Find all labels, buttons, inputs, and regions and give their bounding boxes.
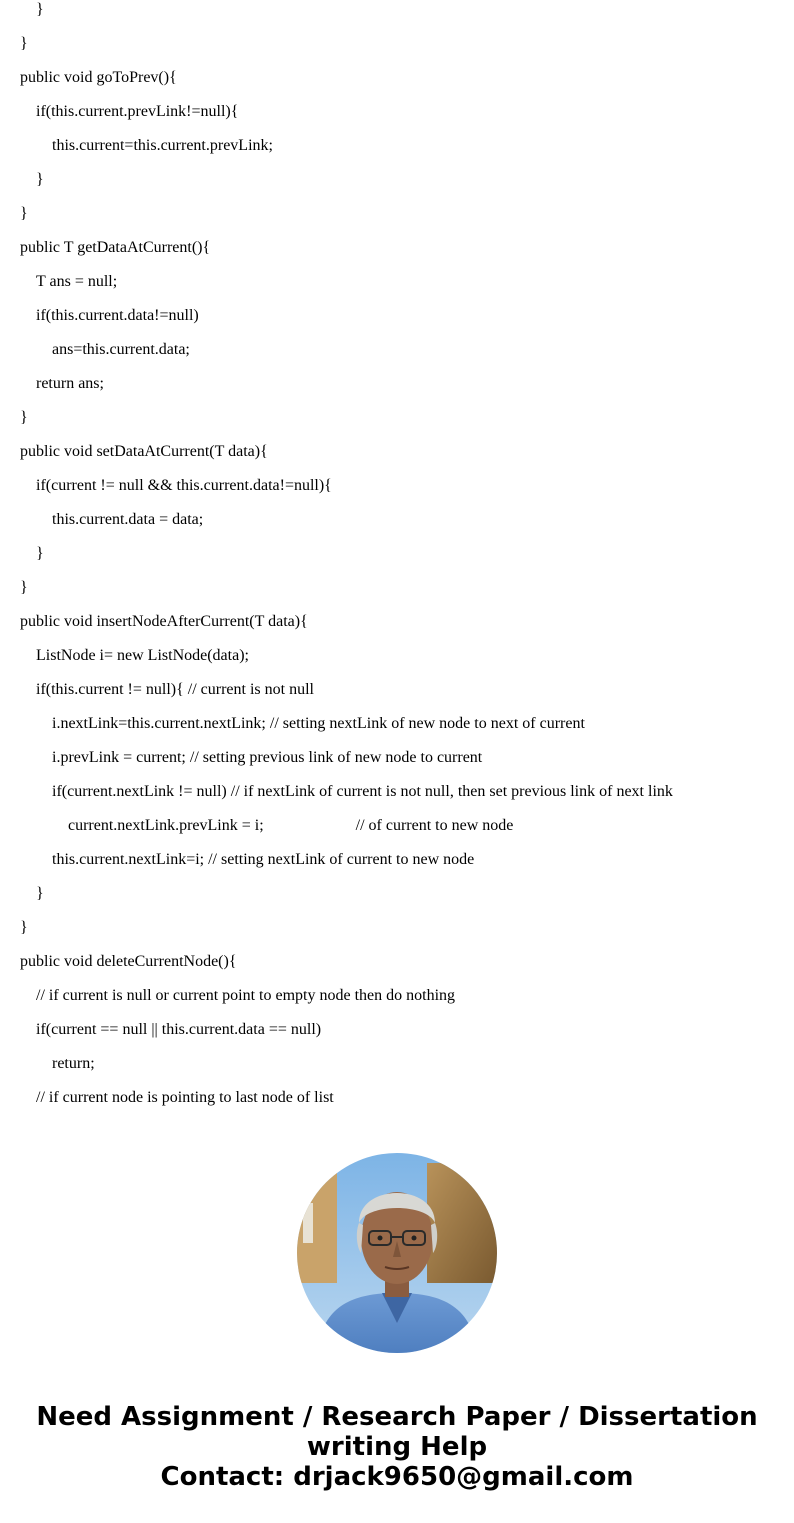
code-line: this.current=this.current.prevLink; (52, 137, 273, 154)
code-line: public void deleteCurrentNode(){ (20, 953, 237, 970)
code-line: if(this.current.data!=null) (36, 307, 199, 324)
banner-line-2: writing Help (306, 1432, 488, 1462)
code-line: public T getDataAtCurrent(){ (20, 239, 211, 256)
code-line: } (20, 205, 28, 222)
code-line: } (36, 545, 44, 562)
code-line: } (36, 885, 44, 902)
code-line: public void goToPrev(){ (20, 69, 177, 86)
code-line: } (20, 579, 28, 596)
code-line: if(current != null && this.current.data!=null){ (36, 477, 332, 494)
code-line: } (20, 919, 28, 936)
code-line: if(this.current != null){ // current is not null (36, 681, 314, 698)
banner-line-1: Need Assignment / Research Paper / Dissertation (36, 1402, 758, 1432)
code-line: return; (52, 1055, 95, 1072)
code-line: current.nextLink.prevLink = i; // of current to new node (68, 817, 514, 834)
code-line: } (20, 35, 28, 52)
code-line: // if current is null or current point to empty node then do nothing (36, 987, 456, 1004)
code-line: } (36, 1, 44, 18)
code-line: return ans; (36, 375, 104, 392)
code-line: ListNode i= new ListNode(data); (36, 647, 249, 664)
code-line: i.prevLink = current; // setting previous link of new node to current (52, 749, 483, 766)
author-photo (297, 1153, 497, 1353)
code-line: i.nextLink=this.current.nextLink; // setting nextLink of new node to next of current (52, 715, 585, 732)
code-line: public void setDataAtCurrent(T data){ (20, 443, 268, 460)
code-line: this.current.data = data; (52, 511, 204, 528)
code-line: T ans = null; (36, 273, 118, 290)
code-line: this.current.nextLink=i; // setting nextLink of current to new node (52, 851, 475, 868)
author-portrait-image (297, 1153, 497, 1353)
code-line: if(this.current.prevLink!=null){ (36, 103, 239, 120)
contact-email-line[interactable]: Contact: drjack9650@gmail.com (160, 1462, 634, 1492)
code-line: } (36, 171, 44, 188)
contact-banner (0, 1402, 794, 1492)
code-line: public void insertNodeAfterCurrent(T data){ (20, 613, 308, 630)
code-line: if(current.nextLink != null) // if nextLink of current is not null, then set previous link of next link (52, 783, 673, 800)
code-line: ans=this.current.data; (52, 341, 190, 358)
code-line: if(current == null || this.current.data == null) (36, 1021, 322, 1038)
code-line: } (20, 409, 28, 426)
code-line: // if current node is pointing to last node of list (36, 1089, 334, 1106)
